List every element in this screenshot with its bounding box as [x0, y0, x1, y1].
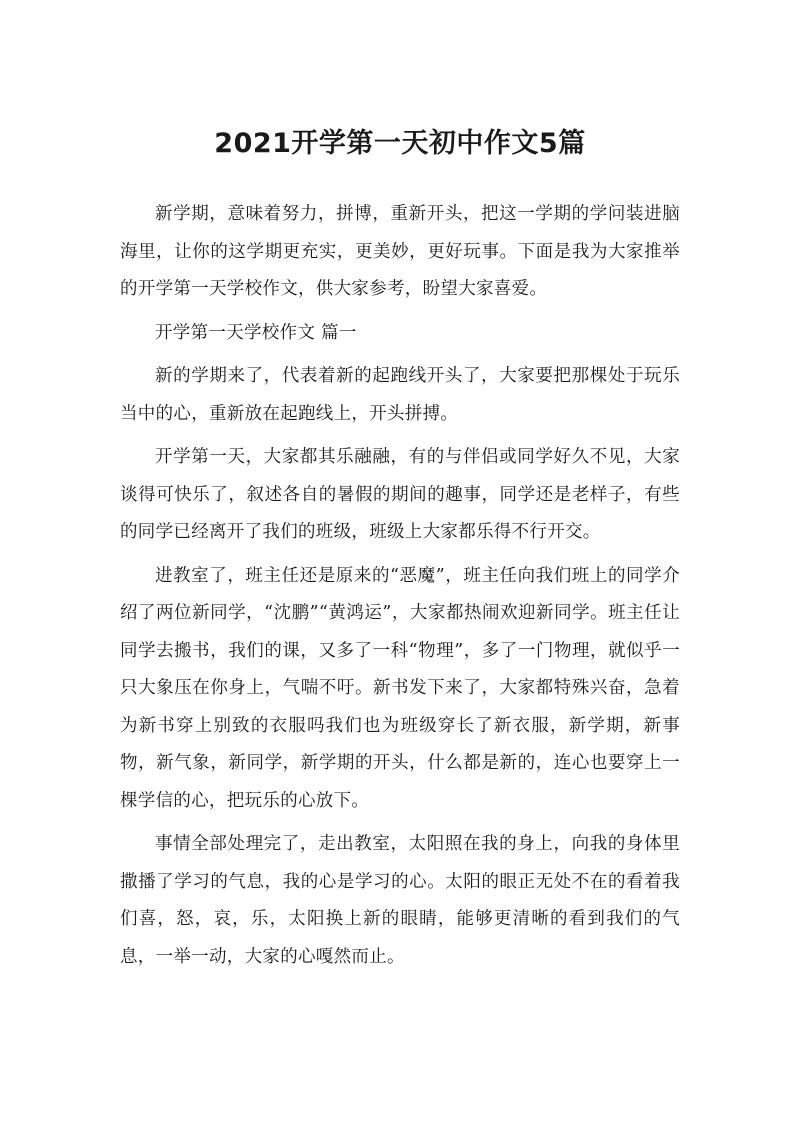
body-paragraph-3: 进教室了，班主任还是原来的“恶魔”，班主任向我们班上的同学介绍了两位新同学，“沈鹏”“黄鸿运”，大家都热闹欢迎新同学。班主任让同学去搬书，我们的课，又多了一科“物理”，多了一门物理，就似乎一只大象压在你身上，气喘不吁。新书发下来了，大家都特殊兴奋，急着为新书穿上别致的衣服吗我们也为班级穿长了新衣服，新学期，新事物，新气象，新同学，新学期的开头，什么都是新的，连心也要穿上一棵学信的心，把玩乐的心放下。	[120, 565, 680, 811]
document-body	[120, 196, 680, 976]
page-title: 2021开学第一天初中作文5篇	[214, 128, 586, 159]
intro-paragraph: 新学期，意味着努力，拼博，重新开头，把这一学期的学问装进脑海里，让你的这学期更充实，更美妙，更好玩事。下面是我为大家推举的开学第一天学校作文，供大家参考，盼望大家喜爱。	[120, 204, 680, 299]
section-heading: 开学第一天学校作文 篇一	[155, 322, 357, 343]
body-paragraph-4: 事情全部处理完了，走出教室，太阳照在我的身上，向我的身体里撒播了学习的气息，我的心是学习的心。太阳的眼正无处不在的看着我们喜，怒，哀，乐，太阳换上新的眼睛，能够更清晰的看到我们的气息，一举一动，大家的心嘎然而止。	[120, 834, 680, 967]
body-paragraph-2: 开学第一天，大家都其乐融融，有的与伴侣或同学好久不见，大家谈得可快乐了，叙述各自的暑假的期间的趣事，同学还是老样子，有些的同学已经离开了我们的班级，班级上大家都乐得不行开交。	[120, 447, 680, 542]
body-paragraph-1: 新的学期来了，代表着新的起跑线开头了，大家要把那棵处于玩乐当中的心，重新放在起跑线上，开头拼搏。	[120, 366, 680, 424]
